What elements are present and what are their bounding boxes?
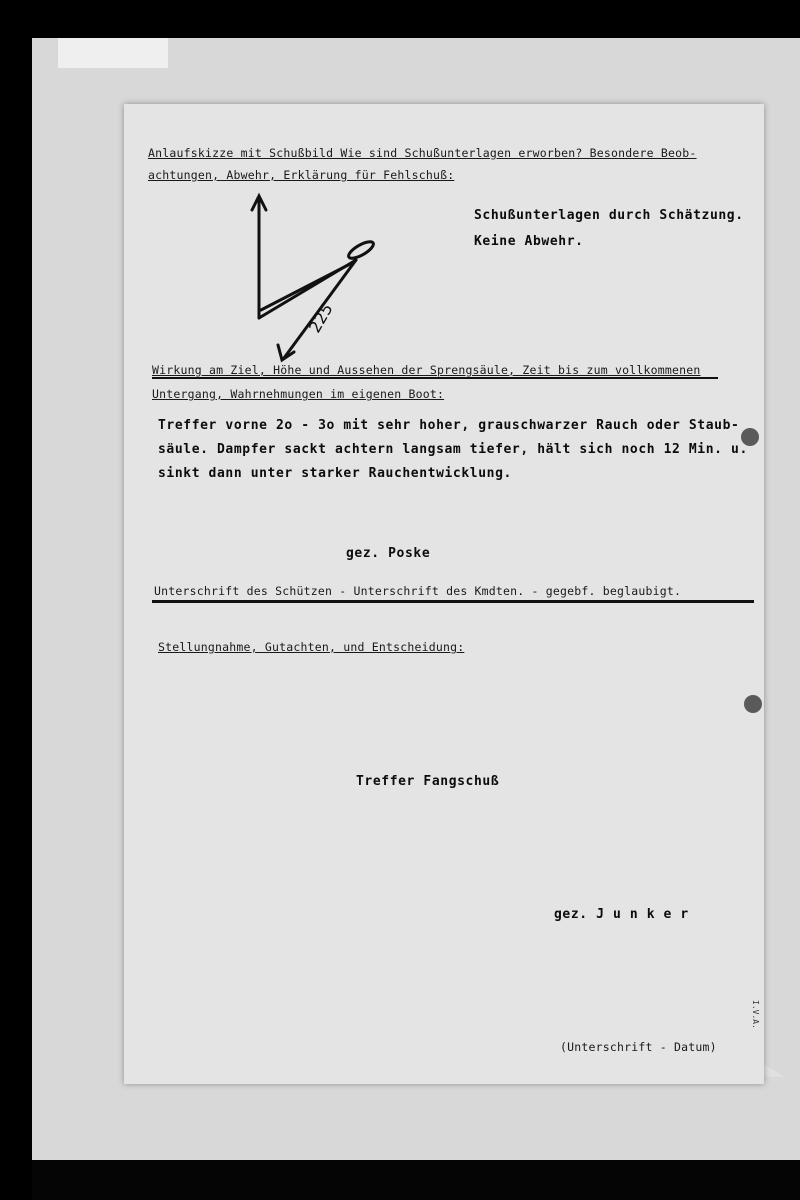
decision-text: Treffer Fangschuß xyxy=(356,774,500,789)
film-frame-bottom xyxy=(32,1160,800,1200)
attack-sketch xyxy=(246,190,386,370)
section-divider xyxy=(152,377,718,379)
target-ship-icon xyxy=(346,239,375,262)
sketch-answer-line: Keine Abwehr. xyxy=(474,234,584,249)
section-divider xyxy=(152,600,754,603)
sketch-section-heading: Anlaufskizze mit Schußbild Wie sind Schußunterlagen erworben? Besondere Beob- xyxy=(148,146,697,160)
effect-section-heading-cont: Untergang, Wahrnehmungen im eigenen Boot: xyxy=(152,387,445,401)
film-tab xyxy=(58,38,168,68)
decision-signature: gez. J u n k e r xyxy=(554,907,689,922)
effect-text-line: säule. Dampfer sackt achtern langsam tiefer, hält sich noch 12 Min. u. xyxy=(158,442,748,457)
sketch-answer-line: Schußunterlagen durch Schätzung. xyxy=(474,208,744,223)
punch-hole-icon xyxy=(744,695,762,713)
shooter-signature: gez. Poske xyxy=(346,546,431,561)
sketch-section-heading-cont: achtungen, Abwehr, Erklärung für Fehlschuß: xyxy=(148,168,455,182)
sketch-angle-label: 225 xyxy=(305,300,337,336)
effect-text-line: sinkt dann unter starker Rauchentwicklung. xyxy=(158,466,512,481)
bottom-signature-caption: (Unterschrift - Datum) xyxy=(560,1040,717,1054)
signature-caption: Unterschrift des Schützen - Unterschrift des Kmdten. - gegebf. beglaubigt. xyxy=(154,584,682,598)
side-mark: I.V.A. xyxy=(751,1000,760,1029)
effect-section-heading: Wirkung am Ziel, Höhe und Aussehen der Sprengsäule, Zeit bis zum vollkommenen xyxy=(152,363,701,377)
effect-text-line: Treffer vorne 2o - 3o mit sehr hoher, grauschwarzer Rauch oder Staub- xyxy=(158,418,740,433)
opinion-section-heading: Stellungnahme, Gutachten, und Entscheidung: xyxy=(158,640,465,654)
